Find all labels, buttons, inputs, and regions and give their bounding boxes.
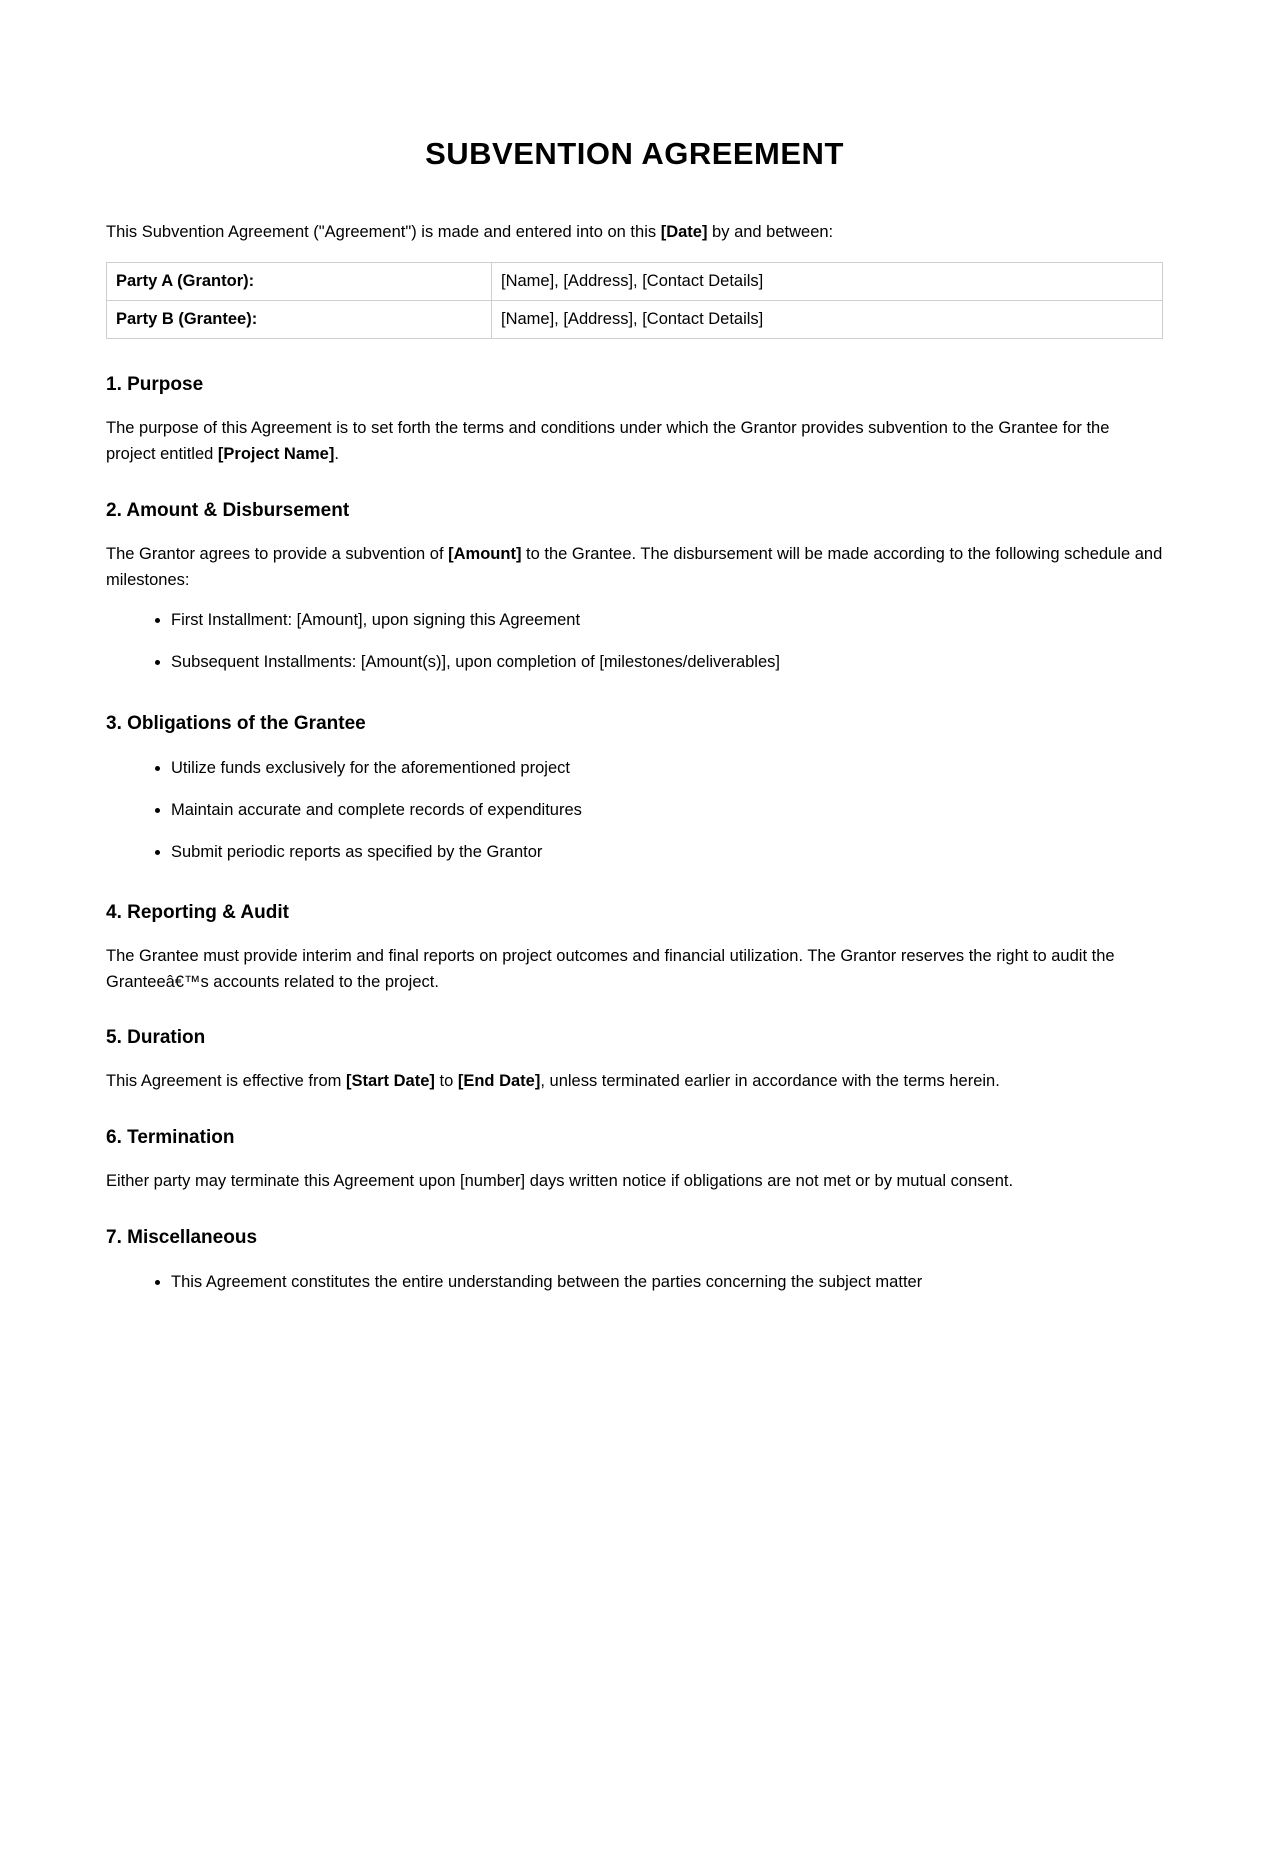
duration-text-before: This Agreement is effective from <box>106 1072 346 1090</box>
purpose-text-before: The purpose of this Agreement is to set forth the terms and conditions under which the Grantor provides subvention to the Grantee for the project entitled <box>106 419 1110 463</box>
purpose-text-after: . <box>334 445 339 463</box>
list-item: • Submit periodic reports as specified by the Grantor <box>171 840 1163 864</box>
party-b-value: [Name], [Address], [Contact Details] <box>492 301 1163 339</box>
intro-text-before: This Subvention Agreement ("Agreement") is made and entered into on this <box>106 223 661 241</box>
intro-text-after: by and between: <box>707 223 834 241</box>
end-date-placeholder: [End Date] <box>457 1072 541 1090</box>
section-purpose <box>106 372 1163 467</box>
obligations-list <box>106 756 1163 864</box>
party-b-label: Party B (Grantee): <box>107 301 492 339</box>
list-item: • This Agreement constitutes the entire understanding between the parties concerning the subject matter <box>171 1270 1163 1294</box>
list-item: • Subsequent Installments: [Amount(s)], upon completion of [milestones/deliverables] <box>171 650 1163 674</box>
document-title: SUBVENTION AGREEMENT <box>425 136 844 171</box>
section-reporting <box>106 900 1163 995</box>
amount-paragraph <box>106 541 1163 593</box>
table-row <box>107 263 1163 301</box>
parties-table <box>106 262 1163 339</box>
section-duration <box>106 1025 1163 1094</box>
start-date-placeholder: [Start Date] <box>345 1072 435 1090</box>
list-item: • Maintain accurate and complete records of expenditures <box>171 798 1163 822</box>
section-heading: 6. Termination <box>106 1127 235 1148</box>
section-heading: 2. Amount & Disbursement <box>106 500 350 521</box>
amount-text-before: The Grantor agrees to provide a subvention of <box>106 545 449 563</box>
duration-text-after: , unless terminated earlier in accordance with the terms herein. <box>540 1072 1000 1090</box>
disbursement-list <box>106 608 1163 674</box>
reporting-paragraph: The Grantee must provide interim and final reports on project outcomes and financial utilization. The Grantor reserves the right to audit the Granteeâ€™s accounts related to the project. <box>106 947 1115 991</box>
section-amount <box>106 498 1163 692</box>
party-a-value: [Name], [Address], [Contact Details] <box>492 263 1163 301</box>
section-heading: 3. Obligations of the Grantee <box>106 713 366 734</box>
party-a-label: Party A (Grantor): <box>107 263 492 301</box>
section-heading: 1. Purpose <box>106 374 204 395</box>
section-heading: 4. Reporting & Audit <box>106 902 289 923</box>
termination-paragraph: Either party may terminate this Agreement upon [number] days written notice if obligations are not met or by mutual consent. <box>106 1172 1014 1190</box>
intro-date-placeholder: [Date] <box>660 223 708 241</box>
section-miscellaneous <box>106 1225 1163 1312</box>
list-item: • Utilize funds exclusively for the aforementioned project <box>171 756 1163 780</box>
amount-text-after: to the Grantee. The disbursement will be made according to the following schedule and milestones: <box>106 545 1163 589</box>
amount-placeholder: [Amount] <box>448 545 522 563</box>
list-item: • First Installment: [Amount], upon signing this Agreement <box>171 608 1163 632</box>
intro-paragraph <box>106 220 833 244</box>
duration-text-middle: to <box>434 1072 458 1090</box>
duration-paragraph <box>106 1068 1163 1094</box>
section-heading: 5. Duration <box>106 1027 206 1048</box>
project-name-placeholder: [Project Name] <box>217 445 335 463</box>
table-row <box>107 301 1163 339</box>
miscellaneous-list <box>106 1270 1163 1294</box>
section-obligations <box>106 711 1163 882</box>
section-termination <box>106 1125 1163 1194</box>
purpose-paragraph <box>106 415 1163 467</box>
section-heading: 7. Miscellaneous <box>106 1227 258 1248</box>
